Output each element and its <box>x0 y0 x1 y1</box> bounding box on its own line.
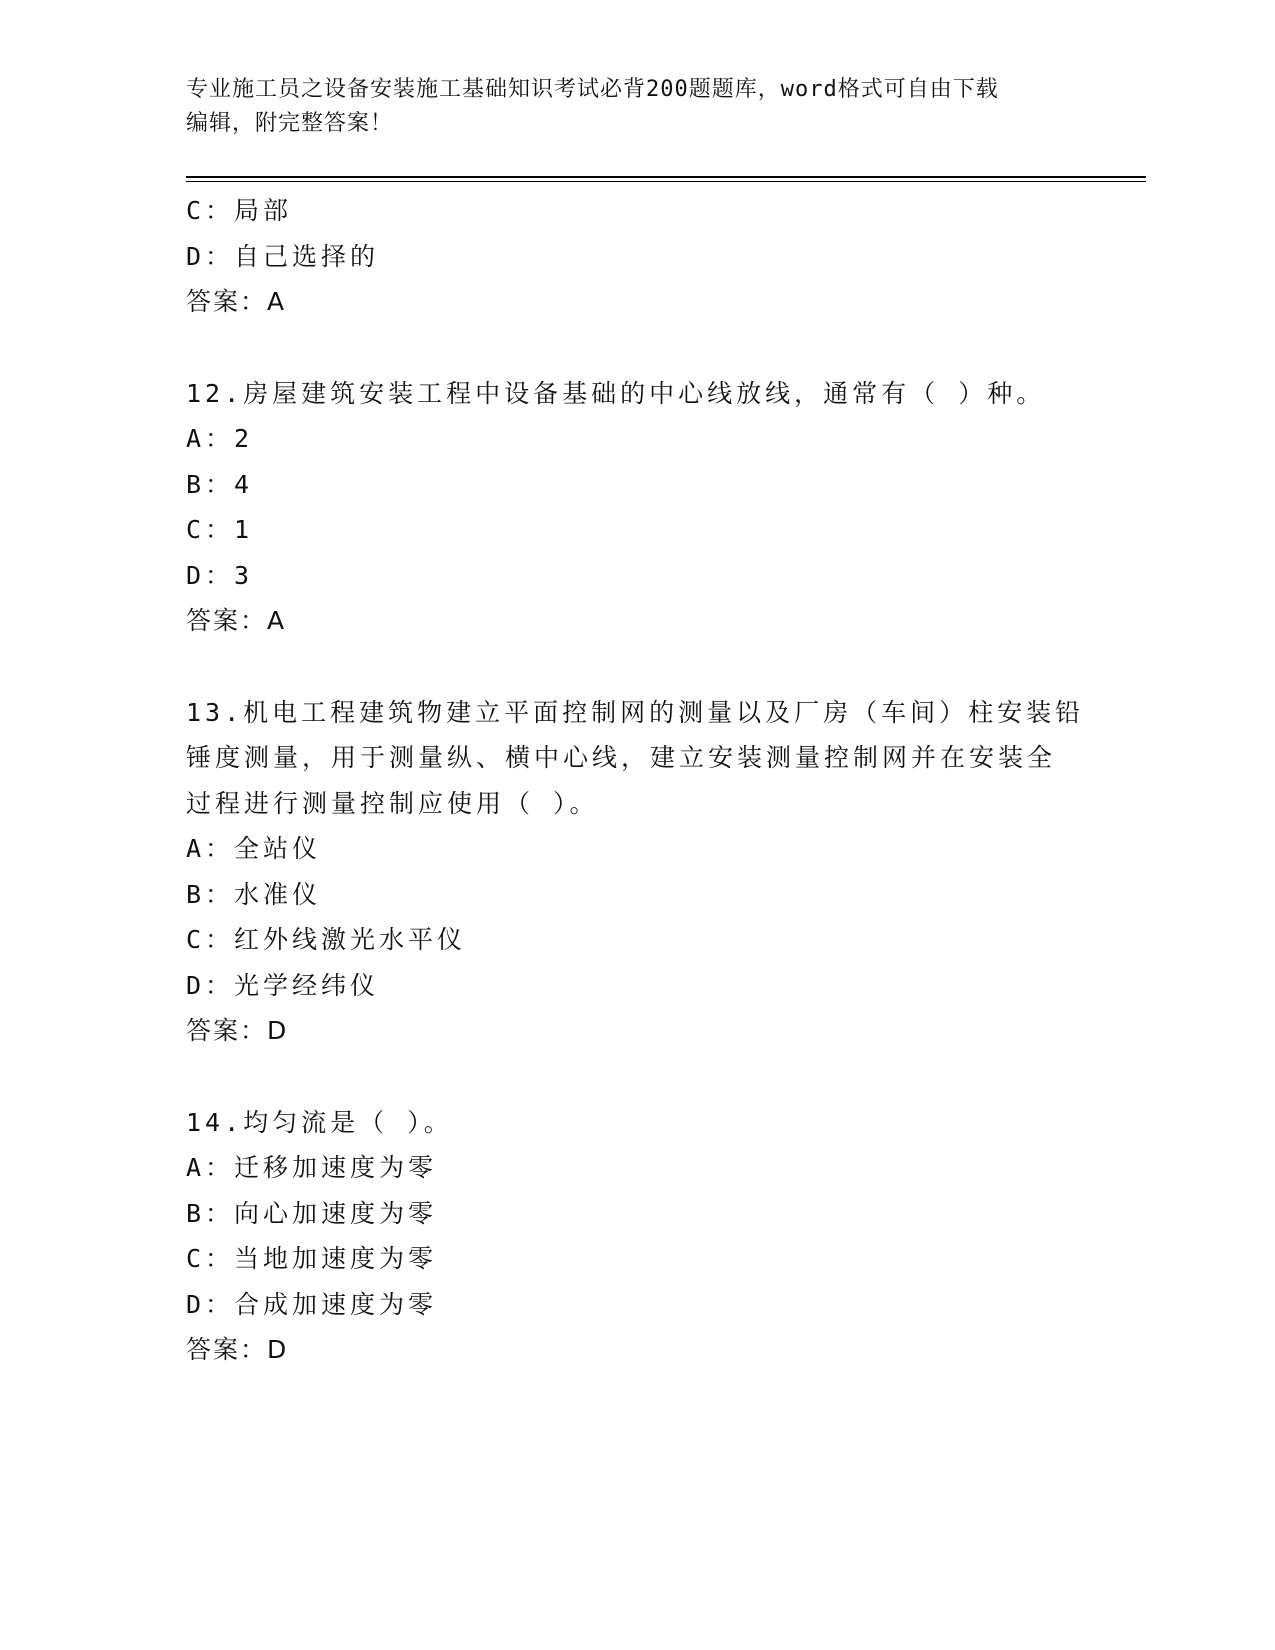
answer-line: 答案：D <box>186 1335 289 1364</box>
question-14 <box>186 1100 1086 1373</box>
question-stem-line-2: 锤度测量，用于测量纵、横中心线，建立安装测量控制网并在安装全 <box>186 743 1057 772</box>
option-d: D：合成加速度为零 <box>186 1289 438 1319</box>
answer-line: 答案：D <box>186 1016 289 1045</box>
option-d: D：3 <box>186 560 254 590</box>
document-header <box>186 73 1066 141</box>
option-d: D：自己选择的 <box>186 241 380 271</box>
header-rule-thin <box>186 181 1146 182</box>
option-b: B：向心加速度为零 <box>186 1198 438 1228</box>
question-stem: 12.房屋建筑安装工程中设备基础的中心线放线，通常有（ ）种。 <box>186 378 1046 408</box>
option-a: A：全站仪 <box>186 834 322 863</box>
answer-line: 答案：A <box>186 287 287 316</box>
partial-question <box>186 188 1086 325</box>
header-rule-thick <box>186 176 1146 178</box>
option-b: B：水准仪 <box>186 879 322 909</box>
option-a: A：迁移加速度为零 <box>186 1153 438 1182</box>
question-12 <box>186 371 1086 644</box>
option-b: B：4 <box>186 469 254 499</box>
header-line-1: 专业施工员之设备安装施工基础知识考试必背200题题库，word格式可自由下载 <box>186 77 999 102</box>
header-line-2: 编辑，附完整答案！ <box>186 111 394 136</box>
option-a: A：2 <box>186 424 254 453</box>
question-13 <box>186 690 1086 1054</box>
option-c: C：红外线激光水平仪 <box>186 925 467 954</box>
question-stem: 14.均匀流是（ ）。 <box>186 1107 453 1137</box>
option-c: C：1 <box>186 515 254 544</box>
option-c: C：局部 <box>186 196 293 225</box>
question-stem-line-1: 13.机电工程建筑物建立平面控制网的测量以及厂房（车间）柱安装铅 <box>186 697 1085 727</box>
option-c: C：当地加速度为零 <box>186 1244 438 1273</box>
answer-line: 答案：A <box>186 606 287 635</box>
question-stem-line-3: 过程进行测量控制应使用（ ）。 <box>186 788 599 818</box>
question-list <box>186 188 1086 1373</box>
option-d: D：光学经纬仪 <box>186 970 380 1000</box>
